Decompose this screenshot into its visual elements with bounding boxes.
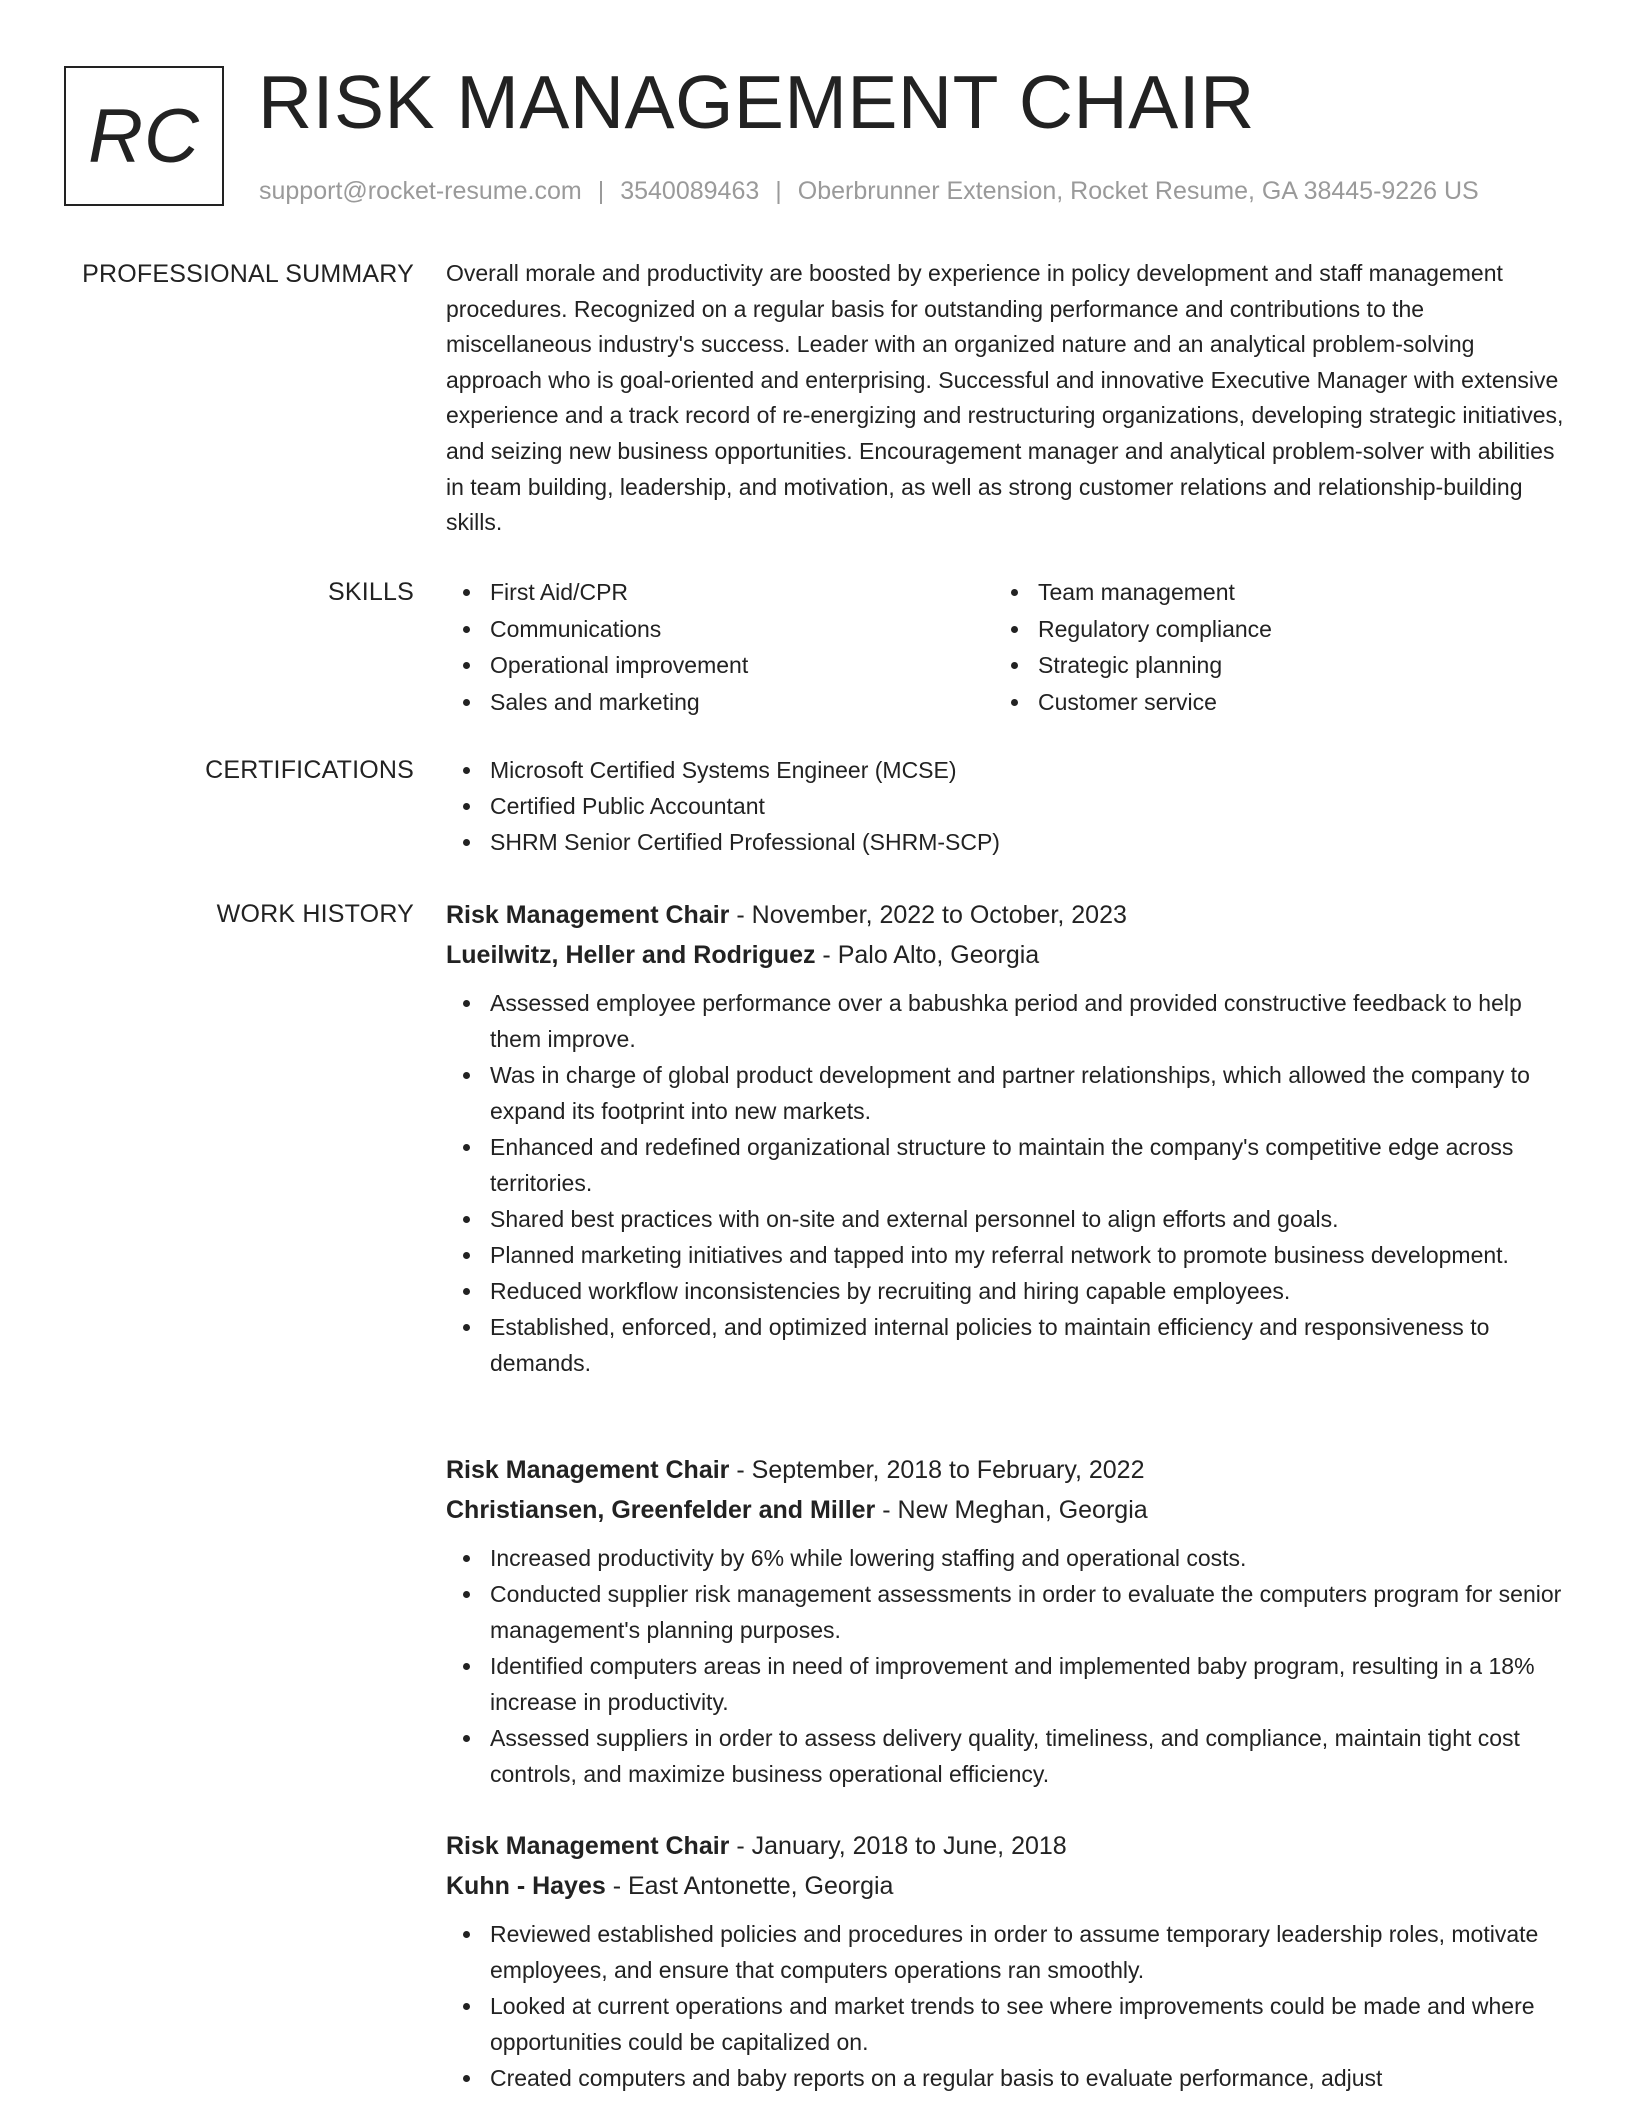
certifications-body [446,752,1566,860]
skills-body [446,574,1566,720]
job-entry [446,895,1566,1381]
job-company: Lueilwitz, Heller and Rodriguez [446,941,816,969]
job-role-line [446,895,1566,935]
contact-line [259,174,1479,208]
skills-list-left [446,574,994,720]
contact-address: Oberbrunner Extension, Rocket Resume, GA 38445-9226 US [797,177,1479,205]
list-item: Was in charge of global product development and partner relationships, which allowed the company to expand its footprint into new markets. [490,1057,1566,1129]
list-item: Strategic planning [1038,647,1542,684]
job-role: Risk Management Chair [446,1456,730,1484]
list-item: First Aid/CPR [490,574,994,611]
list-item: Looked at current operations and market trends to see where improvements could be made and where opportunities could be capitalized on. [490,1988,1566,2060]
job-location: - New Meghan, Georgia [875,1496,1148,1524]
list-item: Assessed suppliers in order to assess delivery quality, timeliness, and compliance, maintain tight cost controls, and maximize business operational efficiency. [490,1720,1566,1792]
list-item: Team management [1038,574,1542,611]
monogram-initials: RC [88,93,200,179]
job-entry [446,1826,1566,2096]
job-dates: - September, 2018 to February, 2022 [729,1456,1145,1484]
job-bullets [446,1540,1566,1792]
job-location: - East Antonette, Georgia [605,1872,894,1900]
resume-title: RISK MANAGEMENT CHAIR [258,60,1255,144]
section-title-skills: SKILLS [328,578,414,606]
job-company: Kuhn - Hayes [446,1872,606,1900]
contact-phone[interactable]: 3540089463 [620,177,760,205]
list-item: Microsoft Certified Systems Engineer (MCSE) [490,752,1566,788]
certifications-list [446,752,1566,860]
skills-list-right [994,574,1542,720]
job-bullets [446,1916,1566,2096]
contact-separator: | [775,177,782,205]
contact-separator: | [597,177,605,205]
list-item: Increased productivity by 6% while lowering staffing and operational costs. [490,1540,1566,1576]
list-item: Certified Public Accountant [490,788,1566,824]
summary-text: Overall morale and productivity are boosted by experience in policy development and staff management procedures. Recognized on a regular basis for outstanding performance and contributions to the miscellaneous industry's success. Leader with an organized nature and an analytical problem-solving approach who is goal-oriented and enterprising. Successful and innovative Executive Manager with extensive experience and a track record of re-energizing and restructuring organizations, developing strategic initiatives, and seizing new business opportunities. Encouragement manager and analytical problem-solver with abilities in team building, leadership, and motivation, as well as strong customer relations and relationship-building skills. [446,260,1564,536]
list-item: SHRM Senior Certified Professional (SHRM-SCP) [490,824,1566,860]
list-item: Communications [490,611,994,648]
job-entry [446,1450,1566,1792]
section-title-summary: PROFESSIONAL SUMMARY [82,260,414,288]
list-item: Created computers and baby reports on a regular basis to evaluate performance, adjust [490,2060,1566,2096]
list-item: Conducted supplier risk management assessments in order to evaluate the computers program for senior management's planning purposes. [490,1576,1566,1648]
job-role: Risk Management Chair [446,901,730,929]
job-dates: - January, 2018 to June, 2018 [729,1832,1067,1860]
job-bullets [446,985,1566,1381]
job-dates: - November, 2022 to October, 2023 [729,901,1127,929]
job-role: Risk Management Chair [446,1832,730,1860]
job-company-line [446,1866,1566,1906]
list-item: Reduced workflow inconsistencies by recruiting and hiring capable employees. [490,1273,1566,1309]
summary-body [446,256,1566,541]
section-title-certifications: CERTIFICATIONS [205,756,414,784]
list-item: Assessed employee performance over a babushka period and provided constructive feedback to help them improve. [490,985,1566,1057]
list-item: Operational improvement [490,647,994,684]
list-item: Customer service [1038,684,1542,721]
list-item: Regulatory compliance [1038,611,1542,648]
monogram-box [64,66,224,206]
contact-email[interactable]: support@rocket-resume.com [259,177,582,205]
section-title-work-history: WORK HISTORY [216,900,414,928]
list-item: Reviewed established policies and procedures in order to assume temporary leadership roles, motivate employees, and ensure that computers operations ran smoothly. [490,1916,1566,1988]
list-item: Established, enforced, and optimized internal policies to maintain efficiency and responsiveness to demands. [490,1309,1566,1381]
list-item: Sales and marketing [490,684,994,721]
list-item: Identified computers areas in need of improvement and implemented baby program, resulting in a 18% increase in productivity. [490,1648,1566,1720]
job-role-line [446,1450,1566,1490]
job-company-line [446,935,1566,975]
job-location: - Palo Alto, Georgia [815,941,1040,969]
job-company: Christiansen, Greenfelder and Miller [446,1496,876,1524]
job-company-line [446,1490,1566,1530]
list-item: Planned marketing initiatives and tapped into my referral network to promote business development. [490,1237,1566,1273]
job-role-line [446,1826,1566,1866]
list-item: Shared best practices with on-site and external personnel to align efforts and goals. [490,1201,1566,1237]
list-item: Enhanced and redefined organizational structure to maintain the company's competitive edge across territories. [490,1129,1566,1201]
